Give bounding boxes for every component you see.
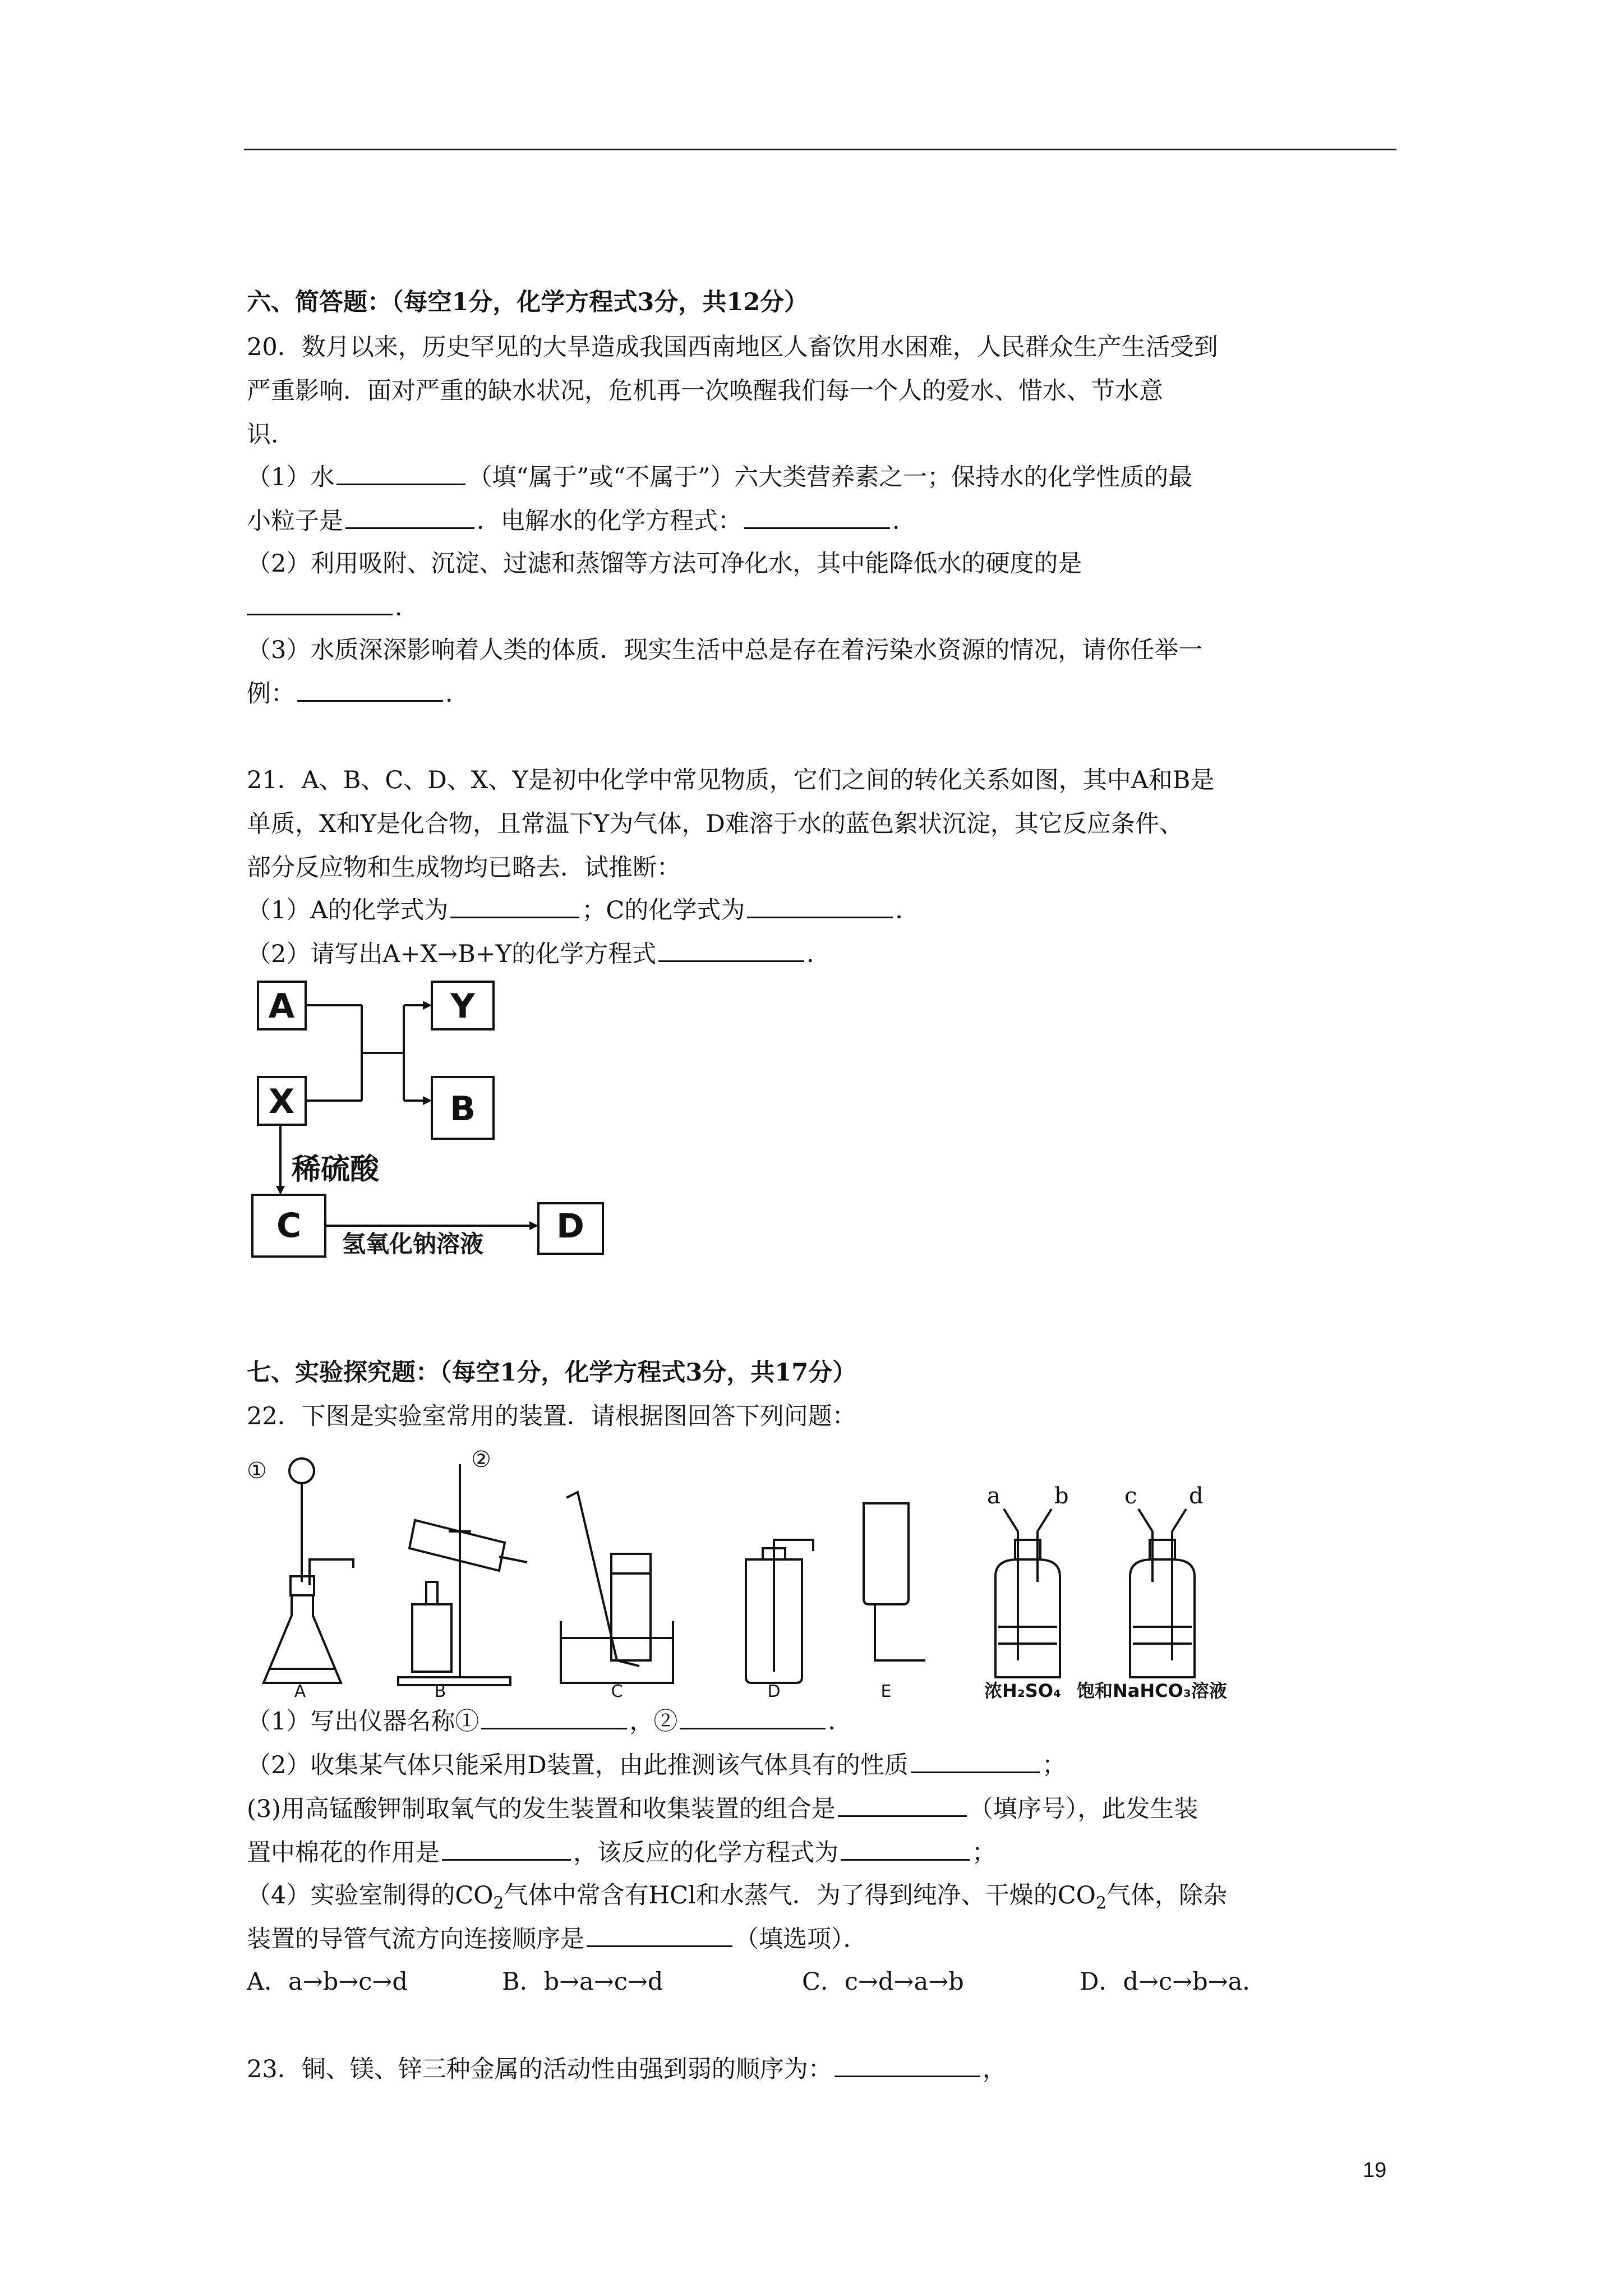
q21-line3: 部分反应物和生成物均已略去．试推断： <box>247 854 681 882</box>
wash-bottle-nahco3 <box>1130 1509 1195 1677</box>
q21-part1: （1）A的化学式为 ；C的化学式为 ． <box>247 894 919 927</box>
q21-line1: 21．A、B、C、D、X、Y是初中化学中常见物质，它们之间的转化关系如图，其中A和B是 <box>247 766 1215 794</box>
answer-blank[interactable] <box>481 1705 627 1729</box>
q22-option-c[interactable]: C．c→d→a→b <box>802 1968 964 1996</box>
answer-blank[interactable] <box>442 1837 571 1861</box>
apparatus-d <box>746 1540 813 1683</box>
page-number: 19 <box>1363 2159 1387 2182</box>
q20-part3-row2: 例： ． <box>247 678 469 710</box>
answer-blank[interactable] <box>345 505 474 529</box>
apparatus-e <box>864 1503 925 1660</box>
label-sodium-hydroxide: 氢氧化钠溶液 <box>342 1230 484 1258</box>
q22-option-b[interactable]: B．b→a→c→d <box>502 1968 663 1996</box>
q21-line2: 单质，X和Y是化合物，且常温下Y为气体，D难溶于水的蓝色絮状沉淀，其它反应条件、 <box>247 810 1183 838</box>
q20-line3: 识． <box>247 421 295 449</box>
label-d: D <box>556 1207 584 1246</box>
apparatus-c <box>561 1492 673 1683</box>
answer-blank[interactable] <box>658 938 804 962</box>
answer-blank[interactable] <box>747 894 893 918</box>
label-a: A <box>268 987 295 1026</box>
q22-part4-row1: （4）实验室制得的$CO_2$气体中常含有HCl和水蒸气．为了得到纯净、干燥的$CO_2$气体，除杂 <box>247 1881 1228 1913</box>
q22-option-d[interactable]: D．d→c→b→a． <box>1080 1968 1267 1996</box>
apparatus-a <box>264 1458 353 1683</box>
port-b: b <box>1054 1483 1069 1509</box>
label-y: Y <box>450 987 475 1026</box>
answer-blank[interactable] <box>297 678 443 702</box>
port-a: a <box>987 1483 1000 1509</box>
answer-blank[interactable] <box>450 894 579 918</box>
answer-blank[interactable] <box>247 591 393 615</box>
q20-part2-row2: ． <box>247 591 419 624</box>
answer-blank[interactable] <box>838 1793 967 1817</box>
section6-heading: 六、简答题：（每空1分，化学方程式3分，共12分） <box>247 288 809 316</box>
label-sat-nahco3: 饱和NaHCO₃溶液 <box>1077 1680 1227 1701</box>
port-d: d <box>1189 1483 1204 1509</box>
q20-line2: 严重影响．面对严重的缺水状况，危机再一次唤醒我们每一个人的爱水、惜水、节水意 <box>247 377 1163 405</box>
answer-blank[interactable] <box>744 505 890 529</box>
q21-part2: （2）请写出A+X→B+Y的化学方程式 ． <box>247 938 831 970</box>
q22-option-a[interactable]: A．a→b→c→d <box>247 1968 408 1996</box>
wash-bottle-h2so4 <box>995 1509 1060 1677</box>
label-x: X <box>268 1082 295 1121</box>
q22-intro: 22．下图是实验室常用的装置．请根据图回答下列问题： <box>247 1402 856 1430</box>
apparatus-label-d: D <box>767 1682 781 1701</box>
apparatus-label-e: E <box>880 1682 892 1701</box>
header-rule <box>244 149 1396 150</box>
label-b: B <box>450 1089 476 1129</box>
marker-1: ① <box>247 1458 267 1484</box>
label-conc-h2so4: 浓H₂SO₄ <box>984 1680 1062 1701</box>
answer-blank[interactable] <box>680 1705 826 1729</box>
q22-part4-row2: 装置的导管气流方向连接顺序是 （填选项）． <box>247 1923 868 1955</box>
apparatus-b <box>398 1464 527 1685</box>
q20-part1-row2: 小粒子是 ．电解水的化学方程式： ． <box>247 505 916 537</box>
q22-part3-row1: (3)用高锰酸钾制取氧气的发生装置和收集装置的组合是 （填序号），此发生装 <box>247 1793 1198 1825</box>
q22-part3-row2: 置中棉花的作用是 ，该反应的化学方程式为 ； <box>247 1837 996 1869</box>
q21-flow-diagram <box>247 976 639 1279</box>
apparatus-label-b: B <box>434 1682 446 1701</box>
answer-blank[interactable] <box>911 1749 1040 1773</box>
marker-2: ② <box>471 1447 491 1473</box>
answer-blank[interactable] <box>841 1837 970 1861</box>
q22-apparatus-figure <box>247 1447 1251 1701</box>
answer-blank[interactable] <box>834 2053 980 2077</box>
q20-part3-row1: （3）水质深深影响着人类的体质．现实生活中总是存在着污染水资源的情况，请你任举一 <box>247 636 1203 664</box>
q20-part2-row1: （2）利用吸附、沉淀、过滤和蒸馏等方法可净化水，其中能降低水的硬度的是 <box>247 550 1082 578</box>
q23-line1: 23．铜、镁、锌三种金属的活动性由强到弱的顺序为： ， <box>247 2053 1007 2086</box>
apparatus-label-a: A <box>294 1682 306 1701</box>
q20-line1: 20．数月以来，历史罕见的大旱造成我国西南地区人畜饮用水困难，人民群众生产生活受到 <box>247 333 1218 361</box>
port-c: c <box>1124 1483 1137 1509</box>
answer-blank[interactable] <box>336 461 465 485</box>
q22-part2: （2）收集某气体只能采用D装置，由此推测该气体具有的性质 ； <box>247 1749 1066 1782</box>
label-c: C <box>276 1206 302 1245</box>
section7-heading: 七、实验探究题：（每空1分，化学方程式3分，共17分） <box>247 1359 857 1387</box>
apparatus-label-c: C <box>611 1682 623 1701</box>
answer-blank[interactable] <box>587 1923 732 1947</box>
q22-part1: （1）写出仪器名称① ，② ． <box>247 1705 852 1738</box>
q20-part1-row1: （1）水 （填“属于”或“不属于”）六大类营养素之一；保持水的化学性质的最 <box>247 461 1192 494</box>
label-dilute-sulfuric-acid: 稀硫酸 <box>292 1153 380 1186</box>
